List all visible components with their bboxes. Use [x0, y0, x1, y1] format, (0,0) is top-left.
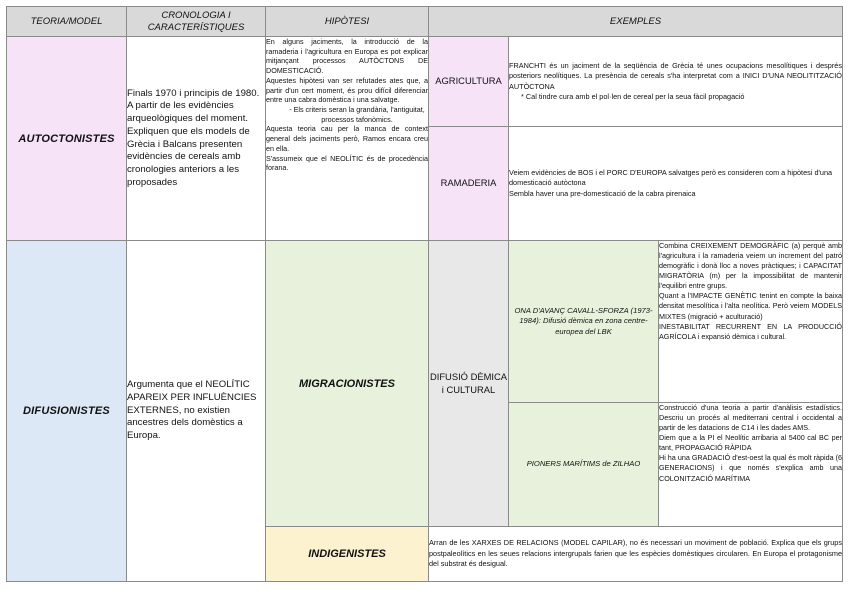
ramaderia-paragraph: Sembla haver una pre-domesticació de la cabra pirenaica: [509, 188, 696, 198]
ramaderia-text: [509, 127, 843, 241]
ona-paragraph: Quant a l'IMPACTE GENÈTIC tenint en compte la baixa densitat mesolítica i l'alta neolítica. Però veiem MODELS MIXTES (migració + aculturació): [659, 291, 842, 321]
pioners-description: [659, 403, 843, 527]
ona-model: ONA D'AVANÇ CAVALL-SFORZA (1973-1984): Difusió dèmica en zona centre-europea del LBK: [509, 241, 659, 403]
hipotesi-paragraph: S'assumeix que el NEOLÍTIC és de procedència forana.: [266, 153, 428, 173]
pioners-model: PIONERS MARÍTIMS de ZILHAO: [509, 403, 659, 527]
theories-table: [6, 6, 843, 582]
ramaderia-label: RAMADERIA: [429, 127, 509, 241]
agricultura-note: * Cal tindre cura amb el pol·len de cereal per la seua fàcil propagació: [521, 91, 745, 101]
hipotesi-bullet: - Els criteris seran la grandària, l'antiguitat, processos tafonòmics.: [289, 105, 425, 124]
header-hipotesi: HIPÒTESI: [266, 7, 429, 37]
indigenistes-text: Arran de les XARXES DE RELACIONS (MODEL CAPILAR), no és necessari un moviment de població. Explica que els grups postpaleolítics en les seues relacions intergrupals farien que les espècies domèstiques circularen. En Europa el protagonisme del substrat és desigual.: [429, 527, 843, 582]
agricultura-text: [509, 37, 843, 127]
header-cronologia: CRONOLOGIA I CARACTERÍSTIQUES: [127, 7, 266, 37]
ona-paragraph: INESTABILITAT RECURRENT EN LA PRODUCCIÓ AGRÍCOLA i expansió dèmica i cultural.: [659, 321, 842, 341]
pioners-paragraph: Construcció d'una teoria a partir d'anàlisis estadístics. Descriu un procés al mediterrani central i occidental a partir de les datacions de C14 i les dades AMS.: [659, 403, 842, 433]
autoctonistes-cronologia: Finals 1970 i principis de 1980. A partir de les evidències arqueològiques del moment. Expliquen que els models de Grècia i Balcans presenten evidències de cereals amb cronologies anteriors a les proposades: [127, 37, 266, 241]
header-teoria: TEORIA/MODEL: [7, 7, 127, 37]
migracionistes-label: MIGRACIONISTES: [266, 241, 429, 527]
autoctonistes-hipotesi: [266, 37, 429, 241]
autoctonistes-label: AUTOCTONISTES: [7, 37, 127, 241]
indigenistes-label: INDIGENISTES: [266, 527, 429, 582]
pioners-paragraph: Hi ha una GRADACIÓ d'est-oest la qual és molt ràpida (6 GENERACIONS) i que només s'explica amb una COLONITZACIÓ MARÍTIMA: [659, 453, 842, 483]
agricultura-label: AGRICULTURA: [429, 37, 509, 127]
difusio-label: DIFUSIÓ DÈMICA i CULTURAL: [429, 241, 509, 527]
hipotesi-paragraph: Aquestes hipòtesi van ser refutades ates que, a partir d'un cert moment, és prou difícil diferenciar entre una cabra domèstica i una salvatge.: [266, 75, 428, 105]
ona-paragraph: Combina CREIXEMENT DEMOGRÀFIC (a) perquè amb l'agricultura i la ramaderia veiem un increment del patró demogràfic i donà lloc a noves pràctiques; i CAPACITAT MIGRATÒRIA (m) per la impossibilitat de mantenir l'equilibri entre grups.: [659, 241, 842, 291]
difusionistes-cronologia: Argumenta que el NEOLÍTIC APAREIX PER INFLUÈNCIES EXTERNES, no existien ancestres dels domèstics a Europa.: [127, 241, 266, 582]
difusionistes-label: DIFUSIONISTES: [7, 241, 127, 582]
hipotesi-paragraph: Aquesta teoria cau per la manca de context general dels jaciments però, Ramos encara creu en ella.: [266, 124, 428, 153]
header-exemples: EXEMPLES: [429, 7, 843, 37]
ramaderia-paragraph: Veiem evidències de BOS i el PORC D'EUROPA salvatges però es consideren com a hipòtesi d'una domesticació autòctona: [509, 167, 833, 188]
pioners-paragraph: Diem que a la PI el Neolític arribaria al 5400 cal BC per tant, PROPAGACIÓ RÀPIDA: [659, 433, 842, 453]
hipotesi-paragraph: En alguns jaciments, la introducció de la ramaderia i l'agricultura en Europa es pot explicar mitjançant processos AUTÒCTONS DE DOMESTICACIÓ.: [266, 37, 428, 76]
ona-description: [659, 241, 843, 403]
agricultura-paragraph: FRANCHTI és un jaciment de la seqüència de Grècia té unes ocupacions mesolítiques i després posteriors neolítiques. La presència de cereals s'ha interpretat com a INICI D'UNA NEOLITITZACIÓ AUTÒCTONA: [509, 60, 842, 91]
